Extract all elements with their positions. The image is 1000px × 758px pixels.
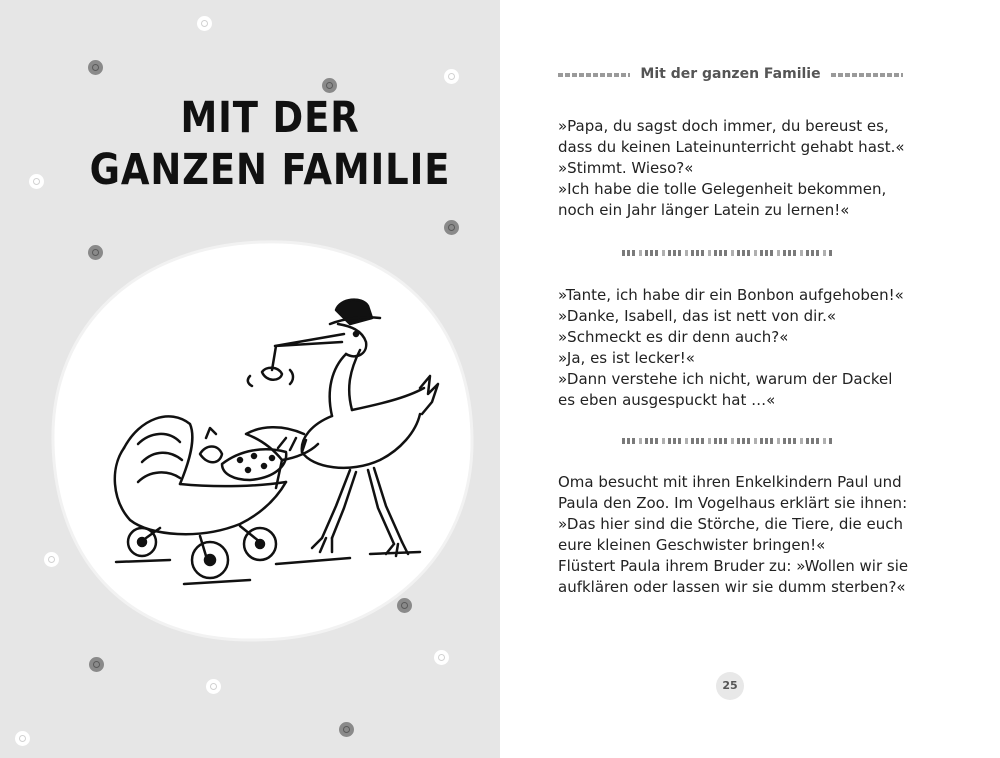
joke-line: »Danke, Isabell, das ist nett von dir.«	[558, 307, 837, 325]
page-number: 25	[716, 672, 744, 700]
joke-line: aufklären oder lassen wir sie dumm sterben?«	[558, 578, 906, 596]
joke-line: »Ich habe die tolle Gelegenheit bekommen,	[558, 180, 887, 198]
running-head	[558, 64, 903, 86]
joke-line: »Schmeckt es dir denn auch?«	[558, 328, 789, 346]
joke-line: Oma besucht mit ihren Enkelkindern Paul und	[558, 473, 902, 491]
chapter-title-line: GANZEN FAMILIE	[89, 145, 451, 195]
running-head-title: Mit der ganzen Familie	[640, 66, 821, 82]
decorative-dot	[197, 16, 212, 31]
decorative-dot	[434, 650, 449, 665]
running-head-ornament-right	[831, 73, 903, 77]
joke-line: noch ein Jahr länger Latein zu lernen!«	[558, 201, 850, 219]
joke-line: dass du keinen Lateinunterricht gehabt hast.«	[558, 138, 905, 156]
decorative-dot	[88, 60, 103, 75]
decorative-dot	[89, 657, 104, 672]
joke-line: Paula den Zoo. Im Vogelhaus erklärt sie ihnen:	[558, 494, 908, 512]
joke-line: es eben ausgespuckt hat …«	[558, 391, 776, 409]
joke-line: »Dann verstehe ich nicht, warum der Dackel	[558, 370, 893, 388]
joke-1	[558, 116, 918, 221]
chapter-title	[38, 92, 500, 196]
joke-line: »Tante, ich habe dir ein Bonbon aufgehoben!«	[558, 286, 904, 304]
joke-line: eure kleinen Geschwister bringen!«	[558, 536, 826, 554]
joke-line: Flüstert Paula ihrem Bruder zu: »Wollen wir sie	[558, 557, 909, 575]
joke-2	[558, 285, 918, 411]
decorative-dot	[339, 722, 354, 737]
chapter-title-line: MIT DER	[180, 93, 360, 143]
joke-line: »Ja, es ist lecker!«	[558, 349, 695, 367]
joke-line: »Das hier sind die Störche, die Tiere, die euch	[558, 515, 904, 533]
decorative-dot	[322, 78, 337, 93]
joke-line: »Stimmt. Wieso?«	[558, 159, 694, 177]
joke-line: »Papa, du sagst doch immer, du bereust es,	[558, 117, 889, 135]
joke-3	[558, 472, 918, 598]
decorative-dot	[444, 69, 459, 84]
decorative-dot	[206, 679, 221, 694]
joke-separator	[622, 438, 832, 444]
joke-separator	[622, 250, 832, 256]
decorative-dot	[444, 220, 459, 235]
stork-illustration	[50, 238, 475, 643]
decorative-dot	[15, 731, 30, 746]
